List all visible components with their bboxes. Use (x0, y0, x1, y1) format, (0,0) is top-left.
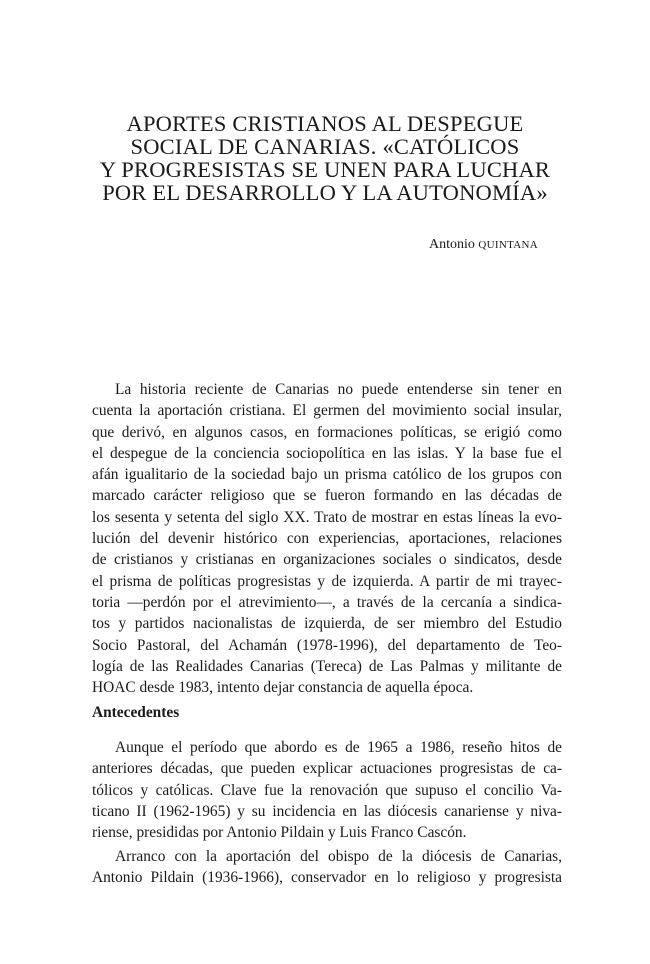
title-line: APORTES CRISTIANOS AL DESPEGUE (126, 111, 524, 136)
section-heading: Antecedentes (92, 704, 180, 721)
text-line: marcado carácter religioso que se fueron formando en las décadas de (92, 487, 562, 505)
section-paragraph (92, 737, 562, 843)
text-line: riense, presididas por Antonio Pildain y Luis Franco Cascón. (92, 824, 467, 842)
text-line: HOAC desde 1983, intento dejar constancia de aquella época. (92, 679, 474, 697)
text-line: tos y partidos nacionalistas de izquierda, de ser miembro del Estudio (92, 615, 562, 633)
text-line: el despegue de la conciencia sociopolítica en las islas. Y la base fue el (92, 444, 562, 462)
text-line: Arranco con la aportación del obispo de la diócesis de Canarias, (115, 848, 562, 865)
text-line: anteriores décadas, que pueden explicar actuaciones progresistas de ca- (92, 760, 562, 778)
text-line: toria —perdón por el atrevimiento—, a través de la cercanía a sindica- (92, 593, 562, 611)
text-line: La historia reciente de Canarias no puede entenderse sin tener en (115, 381, 562, 398)
text-line: Antonio Pildain (1936-1966), conservador en lo religioso y progresista (92, 869, 562, 887)
text-line: logía de las Realidades Canarias (Tereca) de Las Palmas y militante de (92, 657, 562, 675)
article-title (70, 112, 580, 204)
text-line: ticano II (1962-1965) y su incidencia en las diócesis canariense y niva- (92, 802, 562, 820)
text-line: cuenta la aportación cristiana. El germen del movimiento social insular, (92, 402, 562, 420)
author-first-name: Antonio (429, 237, 475, 252)
text-line: Aunque el período que abordo es de 1965 a 1986, reseño hitos de (115, 739, 562, 756)
intro-paragraph (92, 379, 562, 698)
text-line: el prisma de políticas progresistas y de izquierda. A partir de mi trayec- (92, 572, 562, 590)
section-paragraph (92, 846, 562, 889)
title-line: Y PROGRESISTAS SE UNEN PARA LUCHAR (99, 157, 551, 182)
text-line: que derivó, en algunos casos, en formaciones políticas, se erigió como (92, 423, 562, 441)
text-line: lución del devenir histórico con experiencias, aportaciones, relaciones (92, 530, 562, 548)
author-name (429, 237, 538, 253)
text-line: de cristianos y cristianas en organizaciones sociales o sindicatos, desde (92, 551, 562, 569)
title-line: POR EL DESARROLLO Y LA AUTONOMÍA» (102, 180, 548, 205)
text-line: tólicos y católicas. Clave fue la renovación que supuso el concilio Va- (92, 781, 562, 799)
text-line: Socio Pastoral, del Achamán (1978-1996), del departamento de Teo- (92, 636, 562, 654)
text-line: los sesenta y setenta del siglo XX. Trato de mostrar en estas líneas la evo- (92, 508, 562, 526)
text-line: afán igualitario de la sociedad bajo un prisma católico de los grupos con (92, 466, 562, 484)
author-last-name: QUINTANA (478, 239, 538, 251)
title-line: SOCIAL DE CANARIAS. «CATÓLICOS (130, 134, 520, 159)
